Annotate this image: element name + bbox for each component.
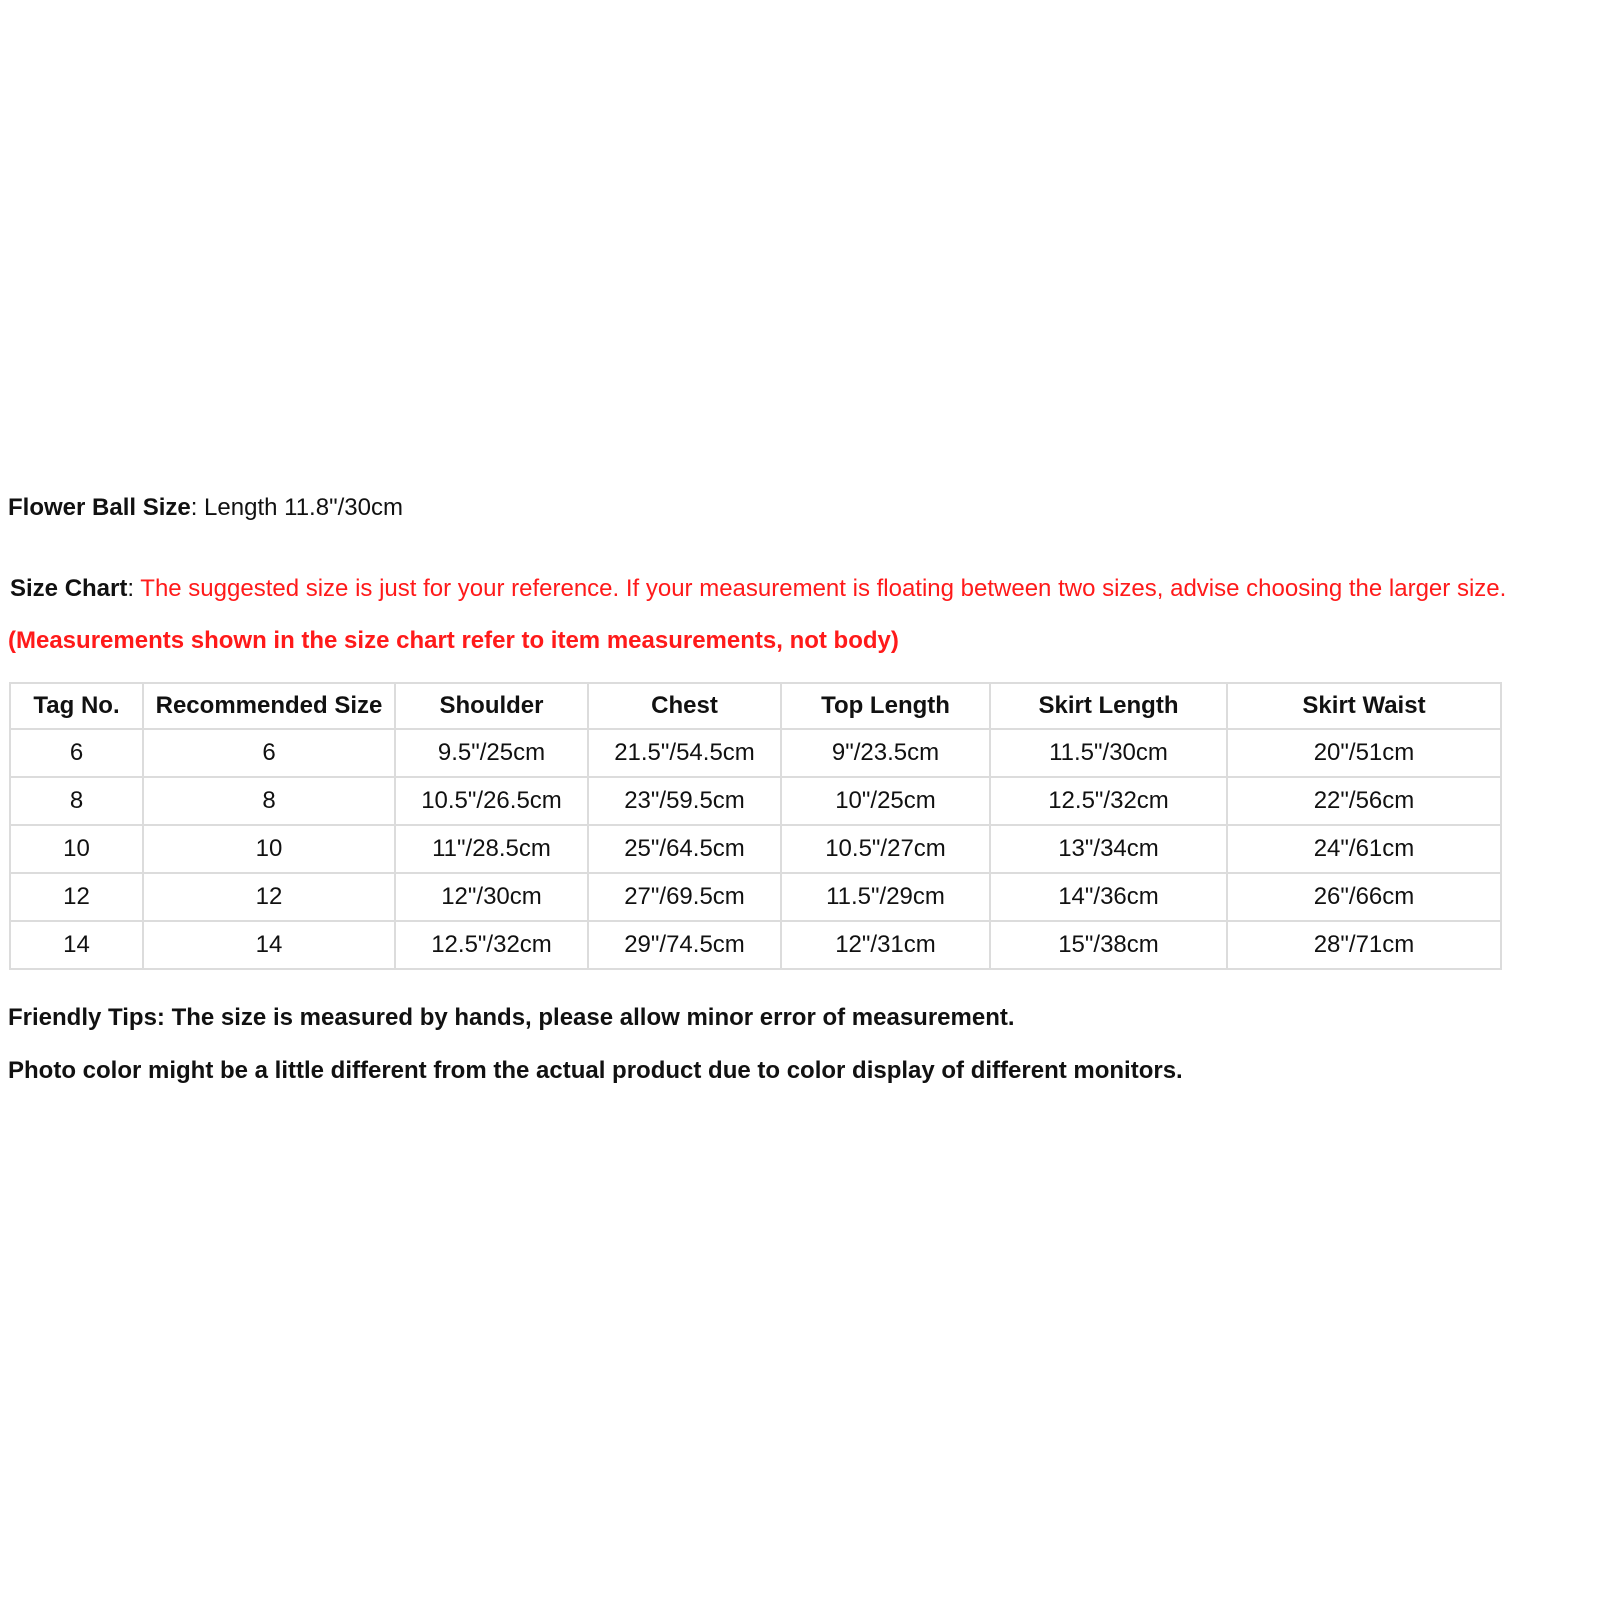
column-header: Chest [588, 683, 781, 729]
table-cell: 10.5"/26.5cm [395, 777, 588, 825]
table-cell: 11.5"/29cm [781, 873, 990, 921]
table-cell: 27"/69.5cm [588, 873, 781, 921]
column-header: Skirt Length [990, 683, 1227, 729]
table-cell: 21.5"/54.5cm [588, 729, 781, 777]
table-cell: 9"/23.5cm [781, 729, 990, 777]
table-cell: 12.5"/32cm [395, 921, 588, 969]
table-cell: 23"/59.5cm [588, 777, 781, 825]
column-header: Recommended Size [143, 683, 395, 729]
flower-ball-size-label: Flower Ball Size [8, 494, 191, 521]
table-cell: 10 [10, 825, 143, 873]
size-chart-line [10, 574, 1506, 604]
column-header: Shoulder [395, 683, 588, 729]
table-cell: 8 [10, 777, 143, 825]
table-cell: 6 [10, 729, 143, 777]
table-cell: 14 [143, 921, 395, 969]
table-cell: 25"/64.5cm [588, 825, 781, 873]
flower-ball-size-separator: : [190, 494, 198, 521]
size-chart-note: The suggested size is just for your reference. If your measurement is floating between two sizes, advise choosing the larger size. [134, 575, 1507, 602]
table-body [10, 729, 1501, 969]
table-cell: 15"/38cm [990, 921, 1227, 969]
table-cell: 11"/28.5cm [395, 825, 588, 873]
table-row [10, 777, 1501, 825]
table-row [10, 825, 1501, 873]
column-header: Tag No. [10, 683, 143, 729]
friendly-tips: Friendly Tips: The size is measured by hands, please allow minor error of measurement. [8, 1004, 1015, 1031]
column-header: Top Length [781, 683, 990, 729]
table-cell: 8 [143, 777, 395, 825]
table-cell: 10.5"/27cm [781, 825, 990, 873]
size-table [9, 682, 1502, 970]
table-cell: 9.5"/25cm [395, 729, 588, 777]
table-cell: 11.5"/30cm [990, 729, 1227, 777]
table-cell: 12"/30cm [395, 873, 588, 921]
table-cell: 10 [143, 825, 395, 873]
flower-ball-size-line [8, 493, 403, 523]
table-cell: 12"/31cm [781, 921, 990, 969]
table-cell: 10"/25cm [781, 777, 990, 825]
table-row [10, 921, 1501, 969]
size-chart-separator: : [127, 575, 135, 602]
table-cell: 28"/71cm [1227, 921, 1501, 969]
flower-ball-size-value: Length 11.8"/30cm [197, 494, 403, 521]
table-cell: 14"/36cm [990, 873, 1227, 921]
table-cell: 12.5"/32cm [990, 777, 1227, 825]
table-cell: 24"/61cm [1227, 825, 1501, 873]
table-cell: 12 [10, 873, 143, 921]
table-row [10, 873, 1501, 921]
table-cell: 13"/34cm [990, 825, 1227, 873]
table-cell: 26"/66cm [1227, 873, 1501, 921]
table-cell: 12 [143, 873, 395, 921]
table-cell: 14 [10, 921, 143, 969]
table-cell: 29"/74.5cm [588, 921, 781, 969]
table-header-row [10, 683, 1501, 729]
photo-color-note: Photo color might be a little different from the actual product due to color display of different monitors. [8, 1057, 1183, 1084]
table-row [10, 729, 1501, 777]
measurement-note: (Measurements shown in the size chart refer to item measurements, not body) [8, 627, 899, 654]
table-cell: 22"/56cm [1227, 777, 1501, 825]
column-header: Skirt Waist [1227, 683, 1501, 729]
size-chart-label: Size Chart [10, 575, 128, 602]
table-cell: 20"/51cm [1227, 729, 1501, 777]
table-cell: 6 [143, 729, 395, 777]
